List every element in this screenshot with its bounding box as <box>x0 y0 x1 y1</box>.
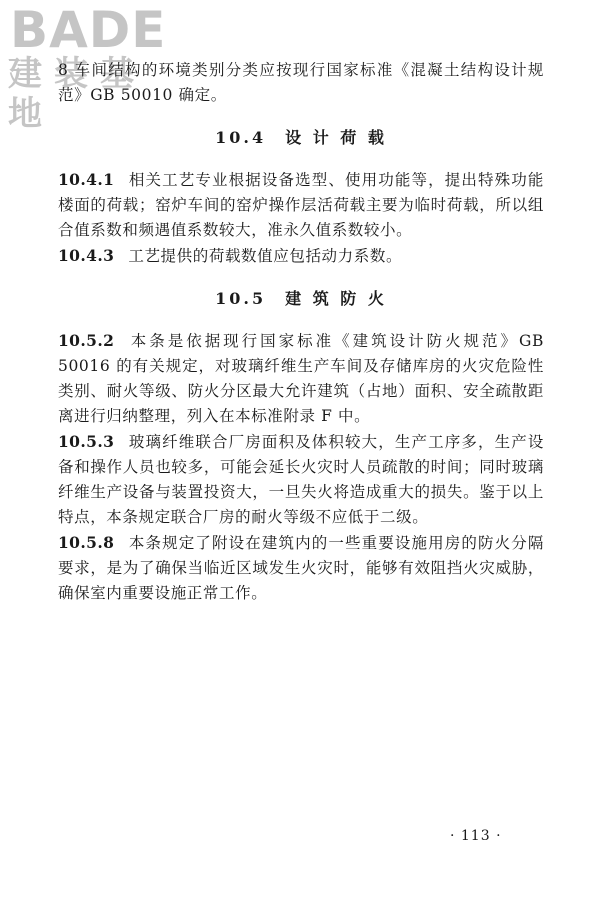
clause-number: 10.5.2 <box>58 331 115 350</box>
clause-10-4-3 <box>58 243 544 269</box>
clause-text: 本条是依据现行国家标准《建筑设计防火规范》GB 50016 的有关规定，对玻璃纤维生产车间及存储库房的火灾危险性类别、耐火等级、防火分区最大允许建筑（占地）面积、安全疏散距离进行归纳整理，列入在本标准附录 F 中。 <box>58 332 544 425</box>
clause-text: 相关工艺专业根据设备选型、使用功能等，提出特殊功能楼面的荷载；窑炉车间的窑炉操作层活荷载主要为临时荷载，所以组合值系数和频遇值系数较大，准永久值系数较小。 <box>58 171 544 239</box>
watermark-cjk: 建装基地 <box>8 54 146 134</box>
clause-10-5-8 <box>58 530 544 606</box>
clause-text: 工艺提供的荷载数值应包括动力系数。 <box>128 247 403 265</box>
page-number: · 113 · <box>450 828 502 844</box>
clause-10-5-2 <box>58 328 544 429</box>
intro-paragraph: 8 车间结构的环境类别分类应按现行国家标准《混凝土结构设计规范》GB 50010 确定。 <box>58 61 544 104</box>
document-body <box>58 58 544 606</box>
clause-text: 玻璃纤维联合厂房面积及体积较大，生产工序多，生产设备和操作人员也较多，可能会延长火灾时人员疏散的时间；同时玻璃纤维生产设备与装置投资大，一旦失火将造成重大的损失。鉴于以上特点，本条规定联合厂房的耐火等级不应低于二级。 <box>58 433 544 526</box>
clause-number: 10.4.1 <box>58 170 115 189</box>
clause-10-4-1 <box>58 167 544 243</box>
watermark-latin: BADE <box>10 1 167 59</box>
section-heading-10-4: 10.4 设 计 荷 载 <box>215 128 387 147</box>
section-heading-10-5: 10.5 建 筑 防 火 <box>215 289 387 308</box>
clause-number: 10.4.3 <box>58 246 115 265</box>
clause-number: 10.5.8 <box>58 533 115 552</box>
clause-number: 10.5.3 <box>58 432 115 451</box>
clause-text: 本条规定了附设在建筑内的一些重要设施用房的防火分隔要求，是为了确保当临近区域发生火灾时，能够有效阻挡火灾威胁，确保室内重要设施正常工作。 <box>58 534 544 602</box>
clause-10-5-3 <box>58 429 544 530</box>
